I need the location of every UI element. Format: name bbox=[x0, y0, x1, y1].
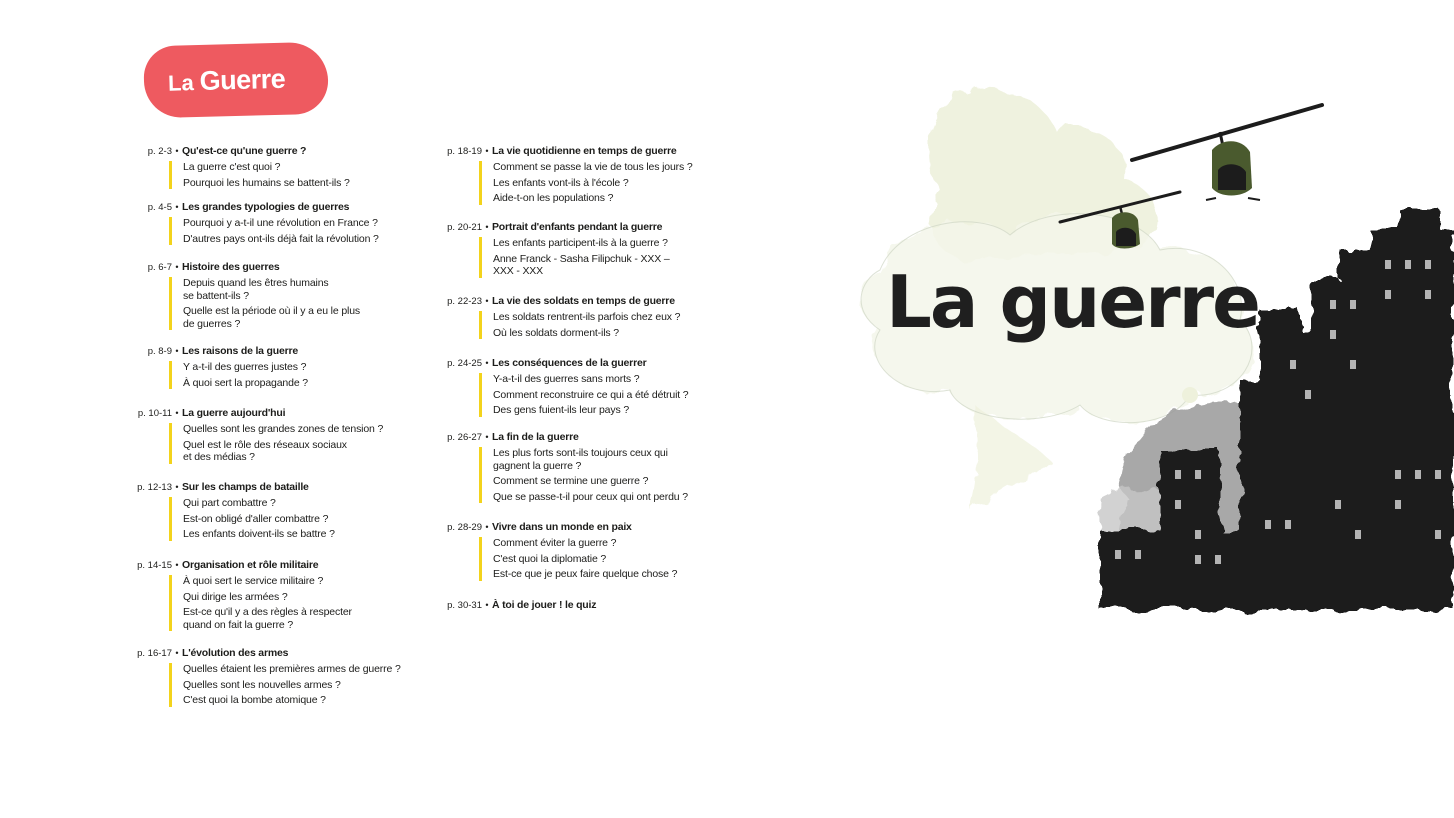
badge-prefix: La bbox=[167, 70, 195, 96]
chapter-title: La vie quotidienne en temps de guerre bbox=[492, 145, 677, 157]
chapter-title: Les grandes typologies de guerres bbox=[182, 201, 350, 213]
helicopter-icon bbox=[1132, 105, 1322, 200]
question-item: Les enfants participent-ils à la guerre ? bbox=[493, 237, 668, 249]
question-item: Les enfants doivent-ils se battre ? bbox=[183, 528, 335, 540]
cover-title: La guerre bbox=[886, 260, 1260, 344]
toc-entry bbox=[430, 599, 750, 613]
question-item: Des gens fuient-ils leur pays ? bbox=[493, 404, 630, 416]
chapter-title: Organisation et rôle militaire bbox=[182, 559, 319, 571]
question-item: Anne Franck - Sasha Filipchuk - XXX – XXX - XXX bbox=[493, 252, 670, 277]
question-item: D'autres pays ont-ils déjà fait la révolution ? bbox=[183, 232, 379, 245]
toc-entry bbox=[120, 201, 440, 245]
question-item: Comment reconstruire ce qui a été détruit ? bbox=[493, 388, 689, 401]
bullet-icon: • bbox=[175, 482, 179, 492]
page-reference: p. 26-27 bbox=[447, 432, 482, 443]
bullet-icon: • bbox=[485, 222, 489, 232]
toc-entry bbox=[430, 521, 750, 581]
toc-entry bbox=[430, 295, 750, 339]
chapter-title: Histoire des guerres bbox=[182, 261, 280, 273]
toc-entry bbox=[120, 407, 440, 464]
toc-entry-heading bbox=[120, 481, 440, 495]
toc-entry-heading bbox=[120, 201, 440, 215]
question-list bbox=[169, 161, 440, 189]
chapter-title: Sur les champs de bataille bbox=[182, 481, 309, 493]
question-item: Y-a-t-il des guerres sans morts ? bbox=[493, 373, 640, 385]
chapter-title: La guerre aujourd'hui bbox=[182, 407, 286, 419]
bullet-icon: • bbox=[175, 262, 179, 272]
question-item: Quelles sont les grandes zones de tension ? bbox=[183, 423, 384, 435]
toc-entry bbox=[430, 431, 750, 503]
chapter-title: Qu'est-ce qu'une guerre ? bbox=[182, 145, 307, 157]
bullet-icon: • bbox=[485, 522, 489, 532]
bullet-icon: • bbox=[175, 408, 179, 418]
question-item: À quoi sert la propagande ? bbox=[183, 376, 308, 389]
question-item: Pourquoi y a-t-il une révolution en France ? bbox=[183, 217, 378, 229]
chapter-title: Les conséquences de la guerrer bbox=[492, 357, 647, 369]
bullet-icon: • bbox=[485, 146, 489, 156]
page-reference: p. 12-13 bbox=[137, 482, 172, 493]
question-list bbox=[169, 423, 440, 464]
question-list bbox=[169, 497, 440, 541]
toc-entry bbox=[120, 261, 440, 330]
question-item: Est-ce que je peux faire quelque chose ? bbox=[493, 568, 678, 580]
bullet-icon: • bbox=[175, 648, 179, 658]
page-reference: p. 22-23 bbox=[447, 296, 482, 307]
section-badge bbox=[143, 42, 329, 119]
question-item: Comment se termine une guerre ? bbox=[493, 475, 649, 487]
question-item: Que se passe-t-il pour ceux qui ont perdu ? bbox=[493, 490, 688, 503]
chapter-title: À toi de jouer ! le quiz bbox=[492, 599, 597, 611]
page-reference: p. 18-19 bbox=[447, 146, 482, 157]
question-item: Quelles étaient les premières armes de guerre ? bbox=[183, 663, 401, 675]
question-list bbox=[169, 217, 440, 245]
question-item: C'est quoi la bombe atomique ? bbox=[183, 694, 326, 706]
bullet-icon: • bbox=[175, 202, 179, 212]
toc-entry-heading bbox=[430, 357, 750, 371]
question-list bbox=[479, 373, 750, 417]
question-item: Est-on obligé d'aller combattre ? bbox=[183, 512, 329, 525]
question-item: La guerre c'est quoi ? bbox=[183, 161, 281, 173]
question-item: Comment se passe la vie de tous les jours ? bbox=[493, 161, 693, 173]
question-item: Quelles sont les nouvelles armes ? bbox=[183, 678, 341, 691]
toc-entry-heading bbox=[120, 647, 440, 661]
page-reference: p. 8-9 bbox=[147, 346, 172, 357]
toc-entry-heading bbox=[120, 261, 440, 275]
bullet-icon: • bbox=[485, 432, 489, 442]
page-reference: p. 30-31 bbox=[447, 600, 482, 611]
question-item: Y a-t-il des guerres justes ? bbox=[183, 361, 307, 373]
bullet-icon: • bbox=[485, 296, 489, 306]
toc-entry-heading bbox=[430, 145, 750, 159]
page-reference: p. 16-17 bbox=[137, 648, 172, 659]
chapter-title: La fin de la guerre bbox=[492, 431, 579, 443]
question-item: Les plus forts sont-ils toujours ceux qui gagnent la guerre ? bbox=[493, 447, 668, 472]
question-item: Comment éviter la guerre ? bbox=[493, 537, 617, 549]
question-item: Qui part combattre ? bbox=[183, 497, 276, 509]
question-list bbox=[479, 237, 750, 278]
question-item: Aide-t-on les populations ? bbox=[493, 192, 614, 204]
page-reference: p. 2-3 bbox=[147, 146, 172, 157]
page-reference: p. 20-21 bbox=[447, 222, 482, 233]
toc-entry-heading bbox=[120, 145, 440, 159]
toc-entry-heading bbox=[430, 521, 750, 535]
question-item: Qui dirige les armées ? bbox=[183, 590, 288, 603]
toc-entry-heading bbox=[430, 431, 750, 445]
question-item: Quelle est la période où il y a eu le plus de guerres ? bbox=[183, 305, 360, 330]
page-reference: p. 14-15 bbox=[137, 560, 172, 571]
badge-title: Guerre bbox=[199, 63, 286, 96]
page-reference: p. 24-25 bbox=[447, 358, 482, 369]
toc-entry bbox=[430, 145, 750, 205]
question-item: Pourquoi les humains se battent-ils ? bbox=[183, 176, 350, 189]
page-reference: p. 10-11 bbox=[137, 408, 172, 419]
toc-entry-heading bbox=[430, 221, 750, 235]
question-item: Quel est le rôle des réseaux sociaux et des médias ? bbox=[183, 438, 347, 463]
question-item: Est-ce qu'il y a des règles à respecter quand on fait la guerre ? bbox=[183, 606, 352, 631]
toc-entry-heading bbox=[120, 345, 440, 359]
question-item: Depuis quand les êtres humains se battent-ils ? bbox=[183, 277, 329, 302]
chapter-title: Vivre dans un monde en paix bbox=[492, 521, 632, 533]
question-item: Les enfants vont-ils à l'école ? bbox=[493, 176, 629, 189]
toc-entry bbox=[430, 357, 750, 417]
page-reference: p. 28-29 bbox=[447, 522, 482, 533]
question-list bbox=[169, 663, 440, 707]
chapter-title: Les raisons de la guerre bbox=[182, 345, 299, 357]
bullet-icon: • bbox=[175, 346, 179, 356]
chapter-title: L'évolution des armes bbox=[182, 647, 289, 659]
toc-entry bbox=[120, 559, 440, 631]
chapter-title: La vie des soldats en temps de guerre bbox=[492, 295, 675, 307]
question-item: À quoi sert le service militaire ? bbox=[183, 575, 324, 587]
bullet-icon: • bbox=[175, 560, 179, 570]
toc-entry-heading bbox=[120, 407, 440, 421]
toc-entry-heading bbox=[120, 559, 440, 573]
toc-entry bbox=[120, 345, 440, 389]
toc-entry bbox=[120, 145, 440, 189]
page-reference: p. 4-5 bbox=[147, 202, 172, 213]
chapter-title: Portrait d'enfants pendant la guerre bbox=[492, 221, 663, 233]
question-list bbox=[169, 277, 440, 330]
toc-entry bbox=[430, 221, 750, 278]
question-item: Les soldats rentrent-ils parfois chez eux ? bbox=[493, 311, 681, 323]
question-list bbox=[479, 311, 750, 339]
question-list bbox=[479, 537, 750, 581]
question-list bbox=[169, 575, 440, 631]
question-list bbox=[479, 161, 750, 205]
question-list bbox=[169, 361, 440, 389]
toc-entry bbox=[120, 647, 440, 707]
question-list bbox=[479, 447, 750, 503]
toc-entry-heading bbox=[430, 599, 750, 613]
bullet-icon: • bbox=[485, 600, 489, 610]
bullet-icon: • bbox=[485, 358, 489, 368]
toc-entry-heading bbox=[430, 295, 750, 309]
question-item: Où les soldats dorment-ils ? bbox=[493, 326, 619, 339]
page-reference: p. 6-7 bbox=[147, 262, 172, 273]
question-item: C'est quoi la diplomatie ? bbox=[493, 552, 607, 565]
bullet-icon: • bbox=[175, 146, 179, 156]
toc-entry bbox=[120, 481, 440, 541]
